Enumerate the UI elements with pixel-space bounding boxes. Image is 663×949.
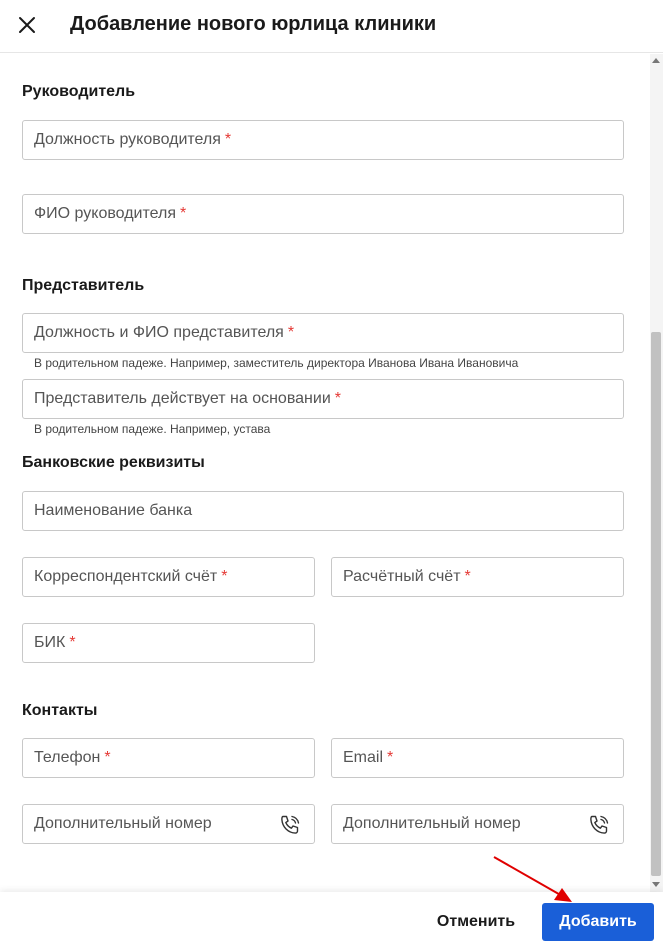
extra-phone-2-placeholder: Дополнительный номер xyxy=(343,815,521,832)
representative-basis-placeholder: Представитель действует на основании xyxy=(34,390,331,407)
section-title-representative: Представитель xyxy=(22,277,145,294)
email-field[interactable] xyxy=(331,738,624,778)
phone-placeholder: Телефон xyxy=(34,749,101,766)
required-mark: * xyxy=(224,131,232,148)
section-title-contacts: Контакты xyxy=(22,702,98,719)
required-mark: * xyxy=(69,634,76,651)
required-mark: * xyxy=(287,324,295,341)
representative-basis-field[interactable] xyxy=(22,379,624,419)
scroll-up-arrow-icon[interactable] xyxy=(652,58,660,63)
head-position-field[interactable] xyxy=(22,120,624,160)
representative-name-placeholder: Должность и ФИО представителя xyxy=(34,324,284,341)
phone-field[interactable] xyxy=(22,738,315,778)
corr-account-placeholder: Корреспондентский счёт xyxy=(34,568,218,585)
extra-phone-2-field[interactable] xyxy=(331,804,624,844)
section-title-bank: Банковские реквизиты xyxy=(22,454,205,471)
section-title-head: Руководитель xyxy=(22,83,136,100)
add-button[interactable]: Добавить xyxy=(542,903,654,941)
close-button[interactable] xyxy=(14,12,40,38)
head-name-field[interactable] xyxy=(22,194,624,234)
head-position-placeholder: Должность руководителя xyxy=(34,131,221,148)
bank-name-placeholder: Наименование банка xyxy=(34,502,193,519)
account-placeholder: Расчётный счёт xyxy=(343,568,461,585)
required-mark: * xyxy=(221,568,228,585)
required-mark: * xyxy=(180,205,187,222)
required-mark: * xyxy=(334,390,341,407)
form-content xyxy=(0,54,650,892)
bik-placeholder: БИК xyxy=(34,634,66,651)
modal-header xyxy=(0,0,663,53)
scroll-thumb[interactable] xyxy=(651,332,661,876)
extra-phone-field[interactable] xyxy=(22,804,315,844)
cancel-button[interactable]: Отменить xyxy=(436,913,516,930)
bank-name-field[interactable] xyxy=(22,491,624,531)
bik-field[interactable] xyxy=(22,623,315,663)
scrollbar[interactable] xyxy=(650,54,663,892)
required-mark: * xyxy=(387,749,394,766)
modal-title: Добавление нового юрлица клиники xyxy=(70,13,437,35)
close-icon xyxy=(14,12,40,38)
head-name-placeholder: ФИО руководителя xyxy=(34,205,177,222)
required-mark: * xyxy=(104,749,111,766)
scroll-down-arrow-icon[interactable] xyxy=(652,882,660,887)
modal-footer xyxy=(0,892,663,949)
account-field[interactable] xyxy=(331,557,624,597)
representative-name-field[interactable] xyxy=(22,313,624,353)
representative-basis-hint: В родительном падеже. Например, устава xyxy=(34,422,271,436)
phone-icon xyxy=(278,813,302,837)
representative-name-hint: В родительном падеже. Например, заместитель директора Иванова Ивана Ивановича xyxy=(34,356,519,370)
required-mark: * xyxy=(464,568,471,585)
email-placeholder: Email xyxy=(343,749,384,766)
extra-phone-placeholder: Дополнительный номер xyxy=(34,815,212,832)
phone-icon xyxy=(587,813,611,837)
corr-account-field[interactable] xyxy=(22,557,315,597)
